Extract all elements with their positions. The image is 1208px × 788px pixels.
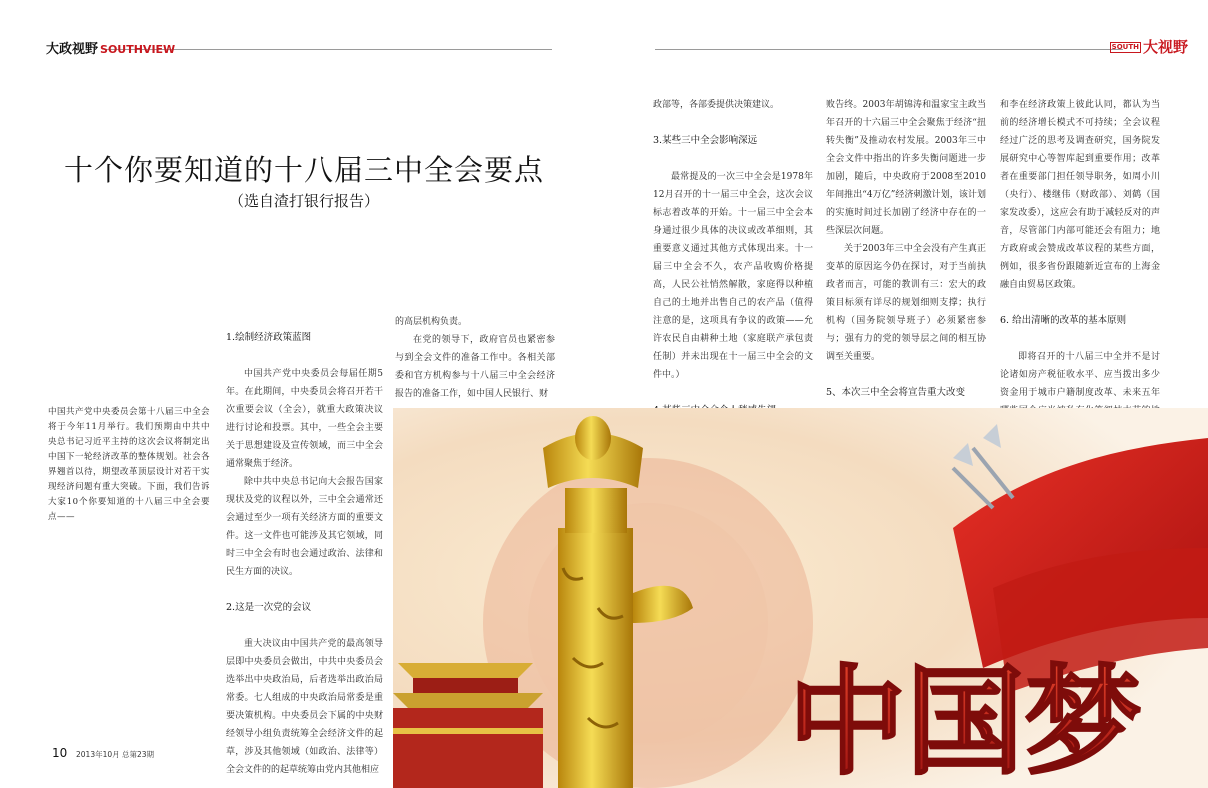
paragraph: 败告终。2003年胡锦涛和温家宝主政当年召开的十六届三中全会聚焦于经济“扭转失衡”及推动农村发展。2003年三中全会文件中指出的许多失衡问题进一步加剧，随后，中央政府于2008至2010年间推出“4万亿”经济刺激计划，该计划的实施时间过长加剧了经济中存在的一些深层次问题。 [826, 100, 986, 236]
section-heading-1: 1.绘制经济政策蓝图 [226, 332, 312, 343]
paragraph: 和李在经济政策上彼此认同，都认为当前的经济增长模式不可持续；全会议程经过广泛的思考及调查研究，国务院发展研究中心等智库起到重要作用；改革者在重要部门担任领导职务，如周小川（央行）、楼继伟（财政部）、刘鹤（国家发改委），这应会有助于减轻反对的声音，尽管部门内部可能还会有阻力；地方政府或会赞成改革议程的某些方面，例如，很多省份跟随新近宣布的上海金融自由贸易区政策。 [1000, 100, 1160, 290]
artwork-illustration [393, 408, 1208, 788]
slogan-text: 中国梦 [788, 653, 1143, 788]
column-3 [653, 96, 813, 456]
section-heading-3: 3.某些三中全会影响深远 [653, 135, 758, 146]
header-left [46, 38, 175, 57]
brand-mark: SOUTH [1111, 43, 1139, 51]
page-number: 10 [52, 746, 68, 760]
section-name: 大政视野 [46, 42, 99, 57]
paragraph: 除中共中央总书记向大会报告国家现状及党的议程以外，三中全会通常还会通过至少一项有关经济方面的重要文件。这一文件也可能涉及其它领域，同时三中全会有时也会通过政治、法律和民生方面的决议。 [226, 477, 383, 577]
article-title: 十个你要知道的十八届三中全会要点 [63, 153, 544, 187]
paragraph: 的高层机构负责。 [395, 317, 468, 327]
article-subtitle: （选自渣打银行报告） [228, 192, 379, 210]
section-heading-2: 2.这是一次党的会议 [226, 602, 312, 613]
header-right [1110, 36, 1188, 57]
chinese-dream-artwork [393, 408, 1208, 788]
column-4 [826, 96, 986, 438]
column-1 [226, 329, 383, 779]
paragraph: 关于2003年三中全会没有产生真正变革的原因迄今仍在探讨，对于当前执政者而言，可能的教训有三：宏大的政策目标须有详尽的规划细则支撑；执行机构（国务院领导班子）必须紧密参与；强有力的党的领导层之间的相互协调至关重要。 [826, 244, 986, 362]
header-rule-right [655, 49, 1123, 50]
paragraph: 在党的领导下，政府官员也紧密参与到全会文件的准备工作中。各相关部委和官方机构参与十八届三中全会经济报告的准备工作，如中国人民银行、财 [395, 335, 555, 399]
column-2 [395, 313, 555, 403]
section-heading-6: 6. 给出清晰的改革的基本原则 [1000, 315, 1127, 326]
column-5 [1000, 96, 1160, 438]
paragraph: 即将召开的十八届三中全并不是讨论诸如房产税征收水平、应当拨出多少资金用于城市户籍制度改革、未来五年 [1000, 352, 1160, 398]
issue-info: 2013年10月 总第23期 [76, 750, 155, 759]
section-name-en: SOUTHVIEW [100, 43, 176, 56]
paragraph: 政部等，各部委提供决策建议。 [653, 100, 780, 110]
paragraph: 最常提及的一次三中全会是1978年12月召开的十一届三中全会，这次会议标志着改革的开始。十一届三中全会本身通过很少具体的决议或改革细则，其重要意义通过其他方式体现出来。十一届三中全会不久，农产品收购价格提高，人民公社悄然解散，家庭得以种植自己的土地并出售自己的农产品（值得注意的是，这项具有争议的政策——允许农民自由耕种土地（家庭联产承包责任制）并未出现在十一届三中全会的文件中。） [653, 172, 813, 380]
article-intro [48, 405, 210, 525]
intro-text: 中国共产党中央委员会第十八届三中全会将于今年11月举行。我们预期由中共中央总书记习近平主持的这次会议将制定出中国下一轮经济改革的整体规划。社会各界翘首以待，期望改革顶层设计对若干实现经济问题有重大突破。下面，我们告诉大家10个你要知道的十八届三中全会要点—— [48, 407, 211, 522]
magazine-name: 大视野 [1142, 38, 1188, 56]
paragraph: 重大决议由中国共产党的最高领导层即中央委员会做出，中共中央委员会选举出中央政治局，后者选举出政治局常委。七人组成的中央政治局常委是重要决策机构。中央委员会下属的中央财经领导小组负责统筹全会经济文件的起草，涉及其他领域（如政治、法律等）全会文件的的起草统筹由党内其他相应 [226, 639, 383, 775]
paragraph: 中国共产党中央委员会每届任期5年。在此期间，中央委员会将召开若干次重要会议（全会），就重大政策决议进行讨论和投票。其中，一些全会主要关于思想建设及宣传领域，而三中全会通常聚焦于经济。 [226, 369, 383, 469]
section-heading-5: 5、本次三中全会将宣告重大改变 [826, 387, 966, 398]
